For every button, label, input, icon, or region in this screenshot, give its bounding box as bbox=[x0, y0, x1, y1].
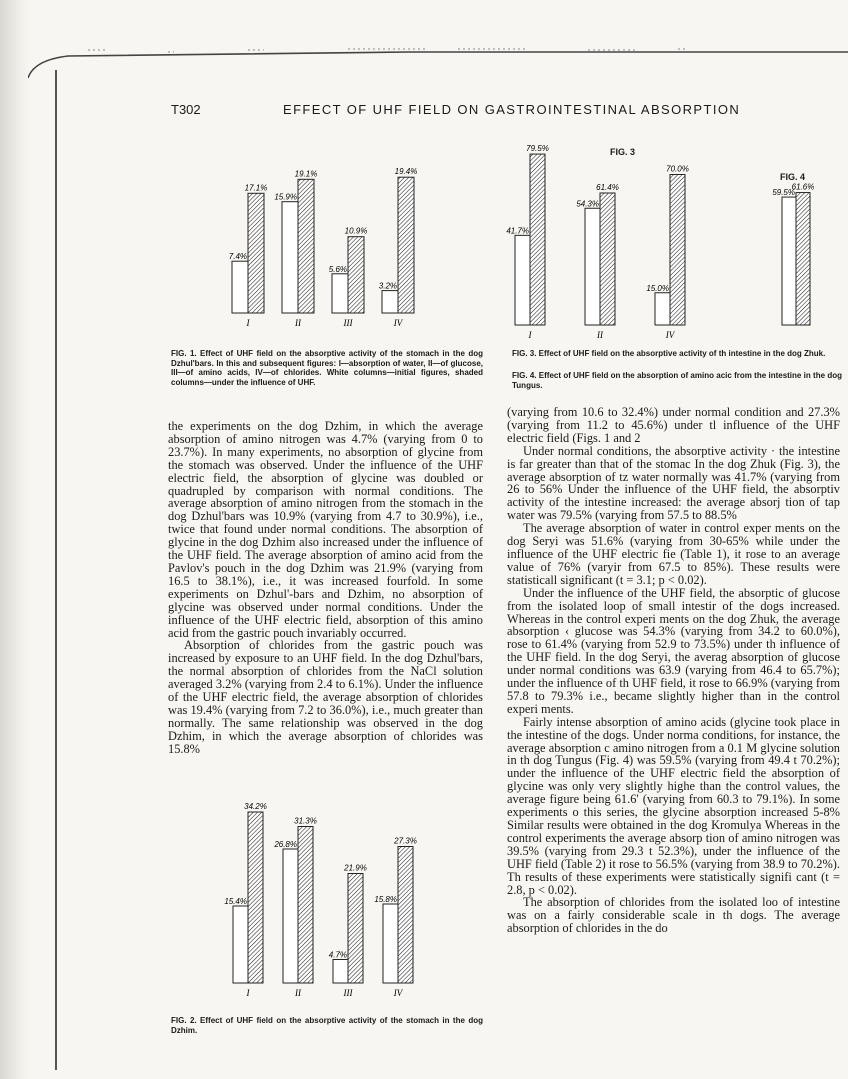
bar-uhf bbox=[248, 812, 263, 983]
category-label: II bbox=[295, 318, 301, 328]
bar-uhf bbox=[530, 154, 545, 325]
figure-2-chart bbox=[215, 795, 445, 998]
bar-uhf bbox=[398, 847, 413, 984]
category-label: IV bbox=[665, 330, 675, 340]
data-label-uhf: 10.9% bbox=[344, 226, 368, 236]
bar-uhf bbox=[600, 193, 615, 325]
data-label-uhf: 79.5% bbox=[526, 144, 549, 154]
category-label: III bbox=[343, 988, 353, 998]
data-label-uhf: 17.1% bbox=[244, 183, 268, 193]
right-column-text bbox=[507, 406, 840, 935]
figure-2-caption: FIG. 2. Effect of UHF field on the absorptive activity of the stomach in the dog Dzhim. bbox=[171, 1016, 483, 1035]
data-label-uhf: 61.6% bbox=[791, 182, 815, 192]
bar-initial bbox=[332, 274, 348, 313]
figure-3-chart bbox=[500, 140, 730, 340]
page-id: T302 bbox=[171, 102, 201, 117]
bar-uhf bbox=[796, 193, 810, 325]
category-label: III bbox=[343, 318, 353, 328]
paragraph: The average absorption of water in control exper ments on the dog Seryi was 51.6% (varying from 30-65% while under the influence of the UHF electric fie (Table 1), it rose to an average value of 76% (varyir from 67.5 to 85%). These results were statisticall significant (t = 3.1; p < 0.02). bbox=[507, 521, 840, 587]
category-label: I bbox=[246, 318, 250, 328]
data-label-uhf: 27.3% bbox=[394, 836, 417, 846]
bar-initial bbox=[515, 235, 530, 325]
bar-uhf bbox=[348, 237, 364, 313]
paragraph: (varying from 10.6 to 32.4%) under normal condition and 27.3% (varying from 11.2 to 45.6%) under tl influence of the UHF electric field (Figs. 1 and 2 bbox=[507, 405, 840, 445]
figure-2 bbox=[215, 795, 445, 998]
figure-3-label: FIG. 3 bbox=[610, 147, 636, 157]
bar-initial bbox=[282, 202, 298, 313]
bar-initial bbox=[283, 849, 298, 983]
data-label-initial: 15.9% bbox=[274, 192, 297, 202]
data-label-initial: 15.8% bbox=[374, 895, 397, 904]
data-label-uhf: 19.4% bbox=[394, 167, 418, 177]
bar-initial bbox=[655, 293, 670, 325]
data-label-uhf: 70.0% bbox=[666, 164, 689, 174]
page-curl-artifact bbox=[28, 30, 848, 80]
category-label: IV bbox=[393, 318, 403, 328]
data-label-uhf: 34.2% bbox=[244, 802, 267, 811]
figure-4-chart bbox=[768, 140, 848, 340]
category-label: I bbox=[246, 988, 250, 998]
data-label-initial: 15.4% bbox=[224, 897, 247, 906]
bar-initial bbox=[333, 960, 348, 984]
figure-1-caption: FIG. 1. Effect of UHF field on the absorptive activity of the stomach in the dog Dzhul'bars. In this and subsequent figures: I—absorption of water, II—of glucose, III—of amino acids, IV—of chlorides. White columns—initial figures, shaded columns—under the influence of UHF. bbox=[171, 349, 483, 387]
category-label: II bbox=[295, 988, 301, 998]
bar-uhf bbox=[298, 827, 313, 984]
bar-uhf bbox=[670, 175, 685, 326]
binding-line bbox=[55, 70, 57, 1070]
bar-initial bbox=[383, 904, 398, 983]
left-column-text bbox=[168, 420, 483, 756]
paragraph: Under the influence of the UHF field, the absorptic of glucose from the isolated loop of small intestir of the dogs increased. Whereas in the control experi ments on the dog Zhuk, the average absorption ‹ glucose was 54.3% (varying from 34.2 to 60.0%), rose to 61.4% (varying from 52.9 to 73.5%) under th influence of the UHF field. In the dog Seryi, the averag absorption of glucose under normal conditions was 63.9 (varying from 46.4 to 65.7%); under the influence of th UHF field, it rose to 66.9% (varying from 57.8 to 79.3% i.e., became slightly higher than in the control experi ments. bbox=[507, 585, 840, 716]
bar-uhf bbox=[298, 179, 314, 313]
bar-initial bbox=[233, 906, 248, 983]
bar-initial bbox=[782, 197, 796, 325]
figure-3 bbox=[500, 140, 730, 340]
figure-3-caption: FIG. 3. Effect of UHF field on the absorptive activity of th intestine in the dog Zhuk. bbox=[512, 349, 826, 358]
bar-uhf bbox=[248, 193, 264, 313]
data-label-initial: 5.6% bbox=[328, 264, 347, 274]
figure-4-caption: FIG. 4. Effect of UHF field on the absorption of amino acic from the intestine in the dog Tungus. bbox=[512, 371, 842, 390]
bar-initial bbox=[232, 261, 248, 313]
figure-4 bbox=[768, 140, 848, 340]
data-label-initial: 7.4% bbox=[228, 252, 247, 262]
bar-initial bbox=[382, 291, 398, 313]
data-label-initial: 15.0% bbox=[646, 283, 669, 293]
data-label-uhf: 61.4% bbox=[596, 182, 619, 192]
figure-1 bbox=[170, 140, 418, 340]
running-title: EFFECT OF UHF FIELD ON GASTROINTESTINAL ABSORPTION bbox=[283, 102, 741, 117]
data-label-uhf: 19.1% bbox=[294, 169, 318, 179]
data-label-initial: 59.5% bbox=[772, 188, 795, 198]
category-label: IV bbox=[393, 988, 403, 998]
data-label-initial: 54.3% bbox=[576, 199, 599, 209]
data-label-uhf: 21.9% bbox=[344, 863, 367, 873]
data-label-initial: 3.2% bbox=[378, 281, 397, 291]
paragraph: The absorption of chlorides from the isolated loo of intestine was on a fairly considerable scale in th dogs. The average absorption of chlorides in the do bbox=[507, 895, 840, 936]
paragraph: Fairly intense absorption of amino acids (glycine took place in the intestine of the dogs. Under norma conditions, for instance, the average absorption c amino nitrogen from a 0.1 M glycine solution in th dog Tungus (Fig. 4) was 59.5% (varying from 49.4 t 70.2%); under the influence of the UHF electric field the absorption of glycine was only very slightly highe than the control values, the average figure being 61.6' (varying from 60.3 to 79.1%). In some experiments o this series, the glycine absorption increased 5-8% Similar results were obtained in the dog Kromulya Whereas in the control experiments the average absorp tion of amino nitrogen was 39.5% (varying from 29.3 t 52.3%), under the influence of the UHF field (Table 2) it rose to 56.5% (varying from 38.9 to 70.2%). Th results of these experiments were statistically signifi cant (t = 2.8, p < 0.02). bbox=[507, 714, 840, 897]
bar-uhf bbox=[348, 874, 363, 984]
page-binding-edge bbox=[0, 0, 30, 1079]
data-label-initial: 4.7% bbox=[328, 950, 347, 960]
data-label-initial: 41.7% bbox=[506, 226, 529, 236]
category-label: I bbox=[528, 330, 532, 340]
paragraph: Under normal conditions, the absorptive activity · the intestine is far greater than that of the stomac In the dog Zhuk (Fig. 3), the average absorption of tz water normally was 41.7% (varying from 26 to 56% Under the influence of the UHF field, the absorptiv activity of the intestine increased: the average absorj tion of tap water was 79.5% (varying from 57.5 to 88.5% bbox=[507, 443, 840, 523]
data-label-uhf: 31.3% bbox=[294, 816, 317, 826]
paragraph: the experiments on the dog Dzhim, in which the average absorption of amino nitrogen was 4.7% (varying from 0 to 23.7%). In many experiments, no absorption of glycine from the stomach was observed. Under the influence of the UHF electric field, the absorption of glycine was doubled or quadrupled by comparison with normal conditions. The average absorption of amino nitrogen from the stomach in the dog Dzhul'bars was 10.9% (varying from 4.7 to 30.9%), i.e., twice that found under normal conditions. The absorption of glycine in the dog Dzhim also increased under the influence of the UHF field. The average absorption of amino acid from the Pavlov's pouch in the dog Dzhim was 21.9% (varying from 16.5 to 38.1%), i.e., it was increased fourfold. In some experiments on Dzhul'-bars and Dzhim, no absorption of glycine was observed under normal conditions. Under the influence of the UHF electric field, absorption of this amino acid from the gastric pouch invariably occurred. bbox=[168, 419, 483, 640]
bar-initial bbox=[585, 208, 600, 325]
category-label: II bbox=[597, 330, 603, 340]
figure-1-chart bbox=[170, 140, 418, 340]
paragraph: Absorption of chlorides from the gastric pouch was increased by exposure to an UHF field. In the dog Dzhul'bars, the normal absorption of chlorides from the NaCl solution averaged 3.2% (varying from 2.4 to 6.1%). Under the influence of the UHF electric field, the average absorption of chlorides was 19.4% (varying from 7.2 to 36.0%), i.e., much greater than normally. The same relationship was observed in the dog Dzhim, in which the average absorption of chlorides was 15.8% bbox=[168, 638, 483, 756]
data-label-initial: 26.8% bbox=[274, 840, 297, 849]
figure-4-label: FIG. 4 bbox=[780, 172, 806, 182]
bar-uhf bbox=[398, 177, 414, 313]
